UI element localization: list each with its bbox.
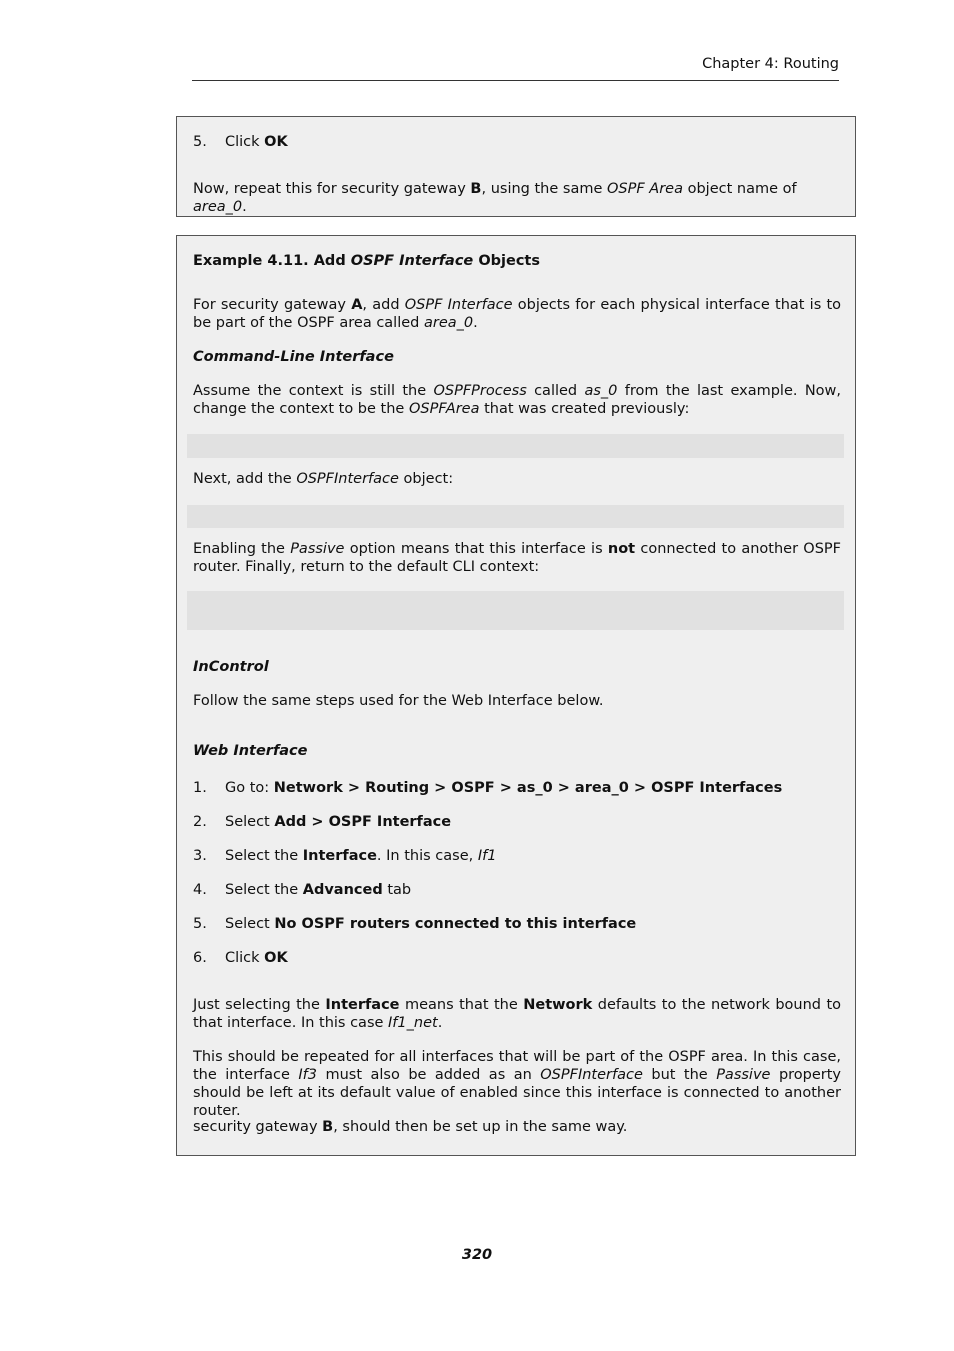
example-title: Example 4.11. Add OSPF Interface Objects bbox=[193, 253, 540, 269]
procedure-box bbox=[176, 116, 856, 217]
incontrol-text: Follow the same steps used for the Web Interface below. bbox=[193, 693, 604, 709]
interface-network-paragraph: Just selecting the Interface means that the Network defaults to the network bound to that interface. In this case If1_net. bbox=[193, 997, 841, 1031]
code-block-return bbox=[187, 591, 844, 630]
step-text: Click OK bbox=[225, 950, 288, 966]
code-block-interface bbox=[187, 505, 844, 528]
incontrol-heading: InControl bbox=[193, 659, 269, 675]
step-number: 1. bbox=[193, 780, 207, 796]
step-number: 5. bbox=[193, 134, 207, 150]
step-number: 3. bbox=[193, 848, 207, 864]
step-number: 5. bbox=[193, 916, 207, 932]
cli-heading: Command-Line Interface bbox=[193, 349, 394, 365]
repeat-interfaces-paragraph: This should be repeated for all interfaces that will be part of the OSPF area. In this case, the interface If3 must also be added as an OSPFInterface but the Passive property should be left at its default value of enabled since this interface is connected to another router. bbox=[193, 1049, 842, 1119]
step-text: Select the Advanced tab bbox=[225, 882, 412, 898]
step-number: 6. bbox=[193, 950, 207, 966]
next-paragraph: Next, add the OSPFInterface object: bbox=[193, 471, 454, 487]
step-text: Click OK bbox=[225, 134, 288, 150]
example-box bbox=[176, 235, 856, 1156]
code-block-context bbox=[187, 434, 844, 458]
intro-paragraph: For security gateway A, add OSPF Interface objects for each physical interface that is to be part of the OSPF area called area_0. bbox=[193, 297, 842, 331]
step-number: 4. bbox=[193, 882, 207, 898]
step-text: Go to: Network > Routing > OSPF > as_0 > area_0 > OSPF Interfaces bbox=[225, 780, 783, 796]
repeat-paragraph: Now, repeat this for security gateway B, using the same OSPF Area object name of area_0. bbox=[193, 181, 797, 215]
step-text: Select Add > OSPF Interface bbox=[225, 814, 452, 830]
web-interface-heading: Web Interface bbox=[193, 743, 308, 759]
step-text: Select the Interface. In this case, If1 bbox=[225, 848, 497, 864]
passive-paragraph: Enabling the Passive option means that this interface is not connected to another OSPF router. Finally, return to the default CLI context: bbox=[193, 541, 841, 575]
assume-paragraph: Assume the context is still the OSPFProcess called as_0 from the last example. Now, change the context to be the OSPFArea that was created previously: bbox=[193, 383, 842, 417]
gateway-b-paragraph: security gateway B, should then be set up in the same way. bbox=[193, 1119, 628, 1135]
page-header bbox=[192, 56, 839, 81]
page-number: 320 bbox=[461, 1247, 493, 1263]
step-text: Select No OSPF routers connected to this interface bbox=[225, 916, 637, 932]
step-number: 2. bbox=[193, 814, 207, 830]
chapter-title: Chapter 4: Routing bbox=[702, 56, 839, 72]
